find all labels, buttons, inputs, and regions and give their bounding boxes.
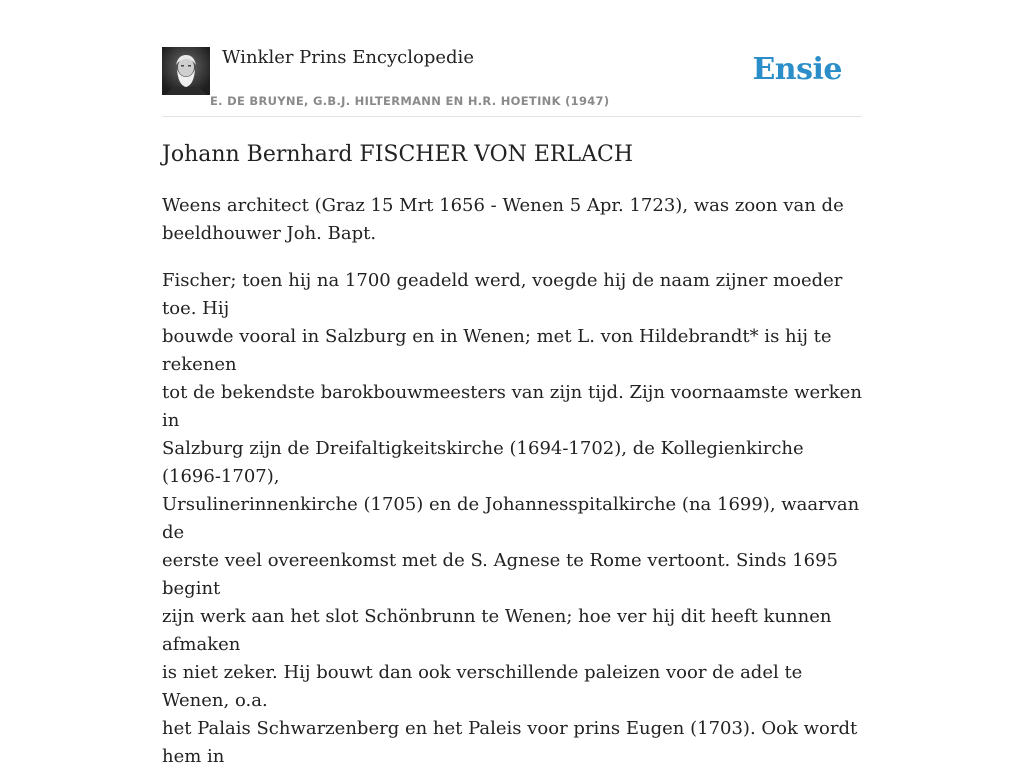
- article-title: Johann Bernhard FISCHER VON ERLACH: [162, 142, 634, 167]
- portrait-icon: [162, 47, 210, 95]
- article: [162, 140, 862, 771]
- source-title[interactable]: Winkler Prins Encyclopedie: [222, 47, 474, 68]
- source-header: [162, 46, 862, 117]
- source-avatar[interactable]: [162, 47, 210, 95]
- article-paragraph: Fischer; toen hij na 1700 geadeld werd, voegde hij de naam zijner moeder toe. Hij bouwde vooral in Salzburg en in Wenen; met L. von Hildebrandt* is hij te rekenen tot de bekendste barokbouwmeesters van zijn tijd. Zijn voornaamste werken in Salzburg zijn de Dreifaltigkeitskirche (1694-1702), de Kollegienkirche (1696-1707), Ursulinerinnenkirche (1705) en de Johannesspitalkirche (na 1699), waarvan de eerste veel overeenkomst met de S. Agnese te Rome vertoont. Sinds 1695 begint zijn werk aan het slot Schönbrunn te Wenen; hoe ver hij dit heeft kunnen afmaken is niet zeker. Hij bouwt dan ook verschillende paleizen voor de adel te Wenen, o.a. het Palais Schwarzenberg en het Paleis voor prins Eugen (1703). Ook wordt hem in: [162, 270, 862, 767]
- ensie-logo-link[interactable]: Ensie: [752, 52, 842, 87]
- article-paragraph: Weens architect (Graz 15 Mrt 1656 - Wenen 5 Apr. 1723), was zoon van de beeldhouwer Joh. Bapt.: [162, 195, 844, 244]
- source-authors: E. DE BRUYNE, G.B.J. HILTERMANN EN H.R. HOETINK (1947): [210, 94, 610, 108]
